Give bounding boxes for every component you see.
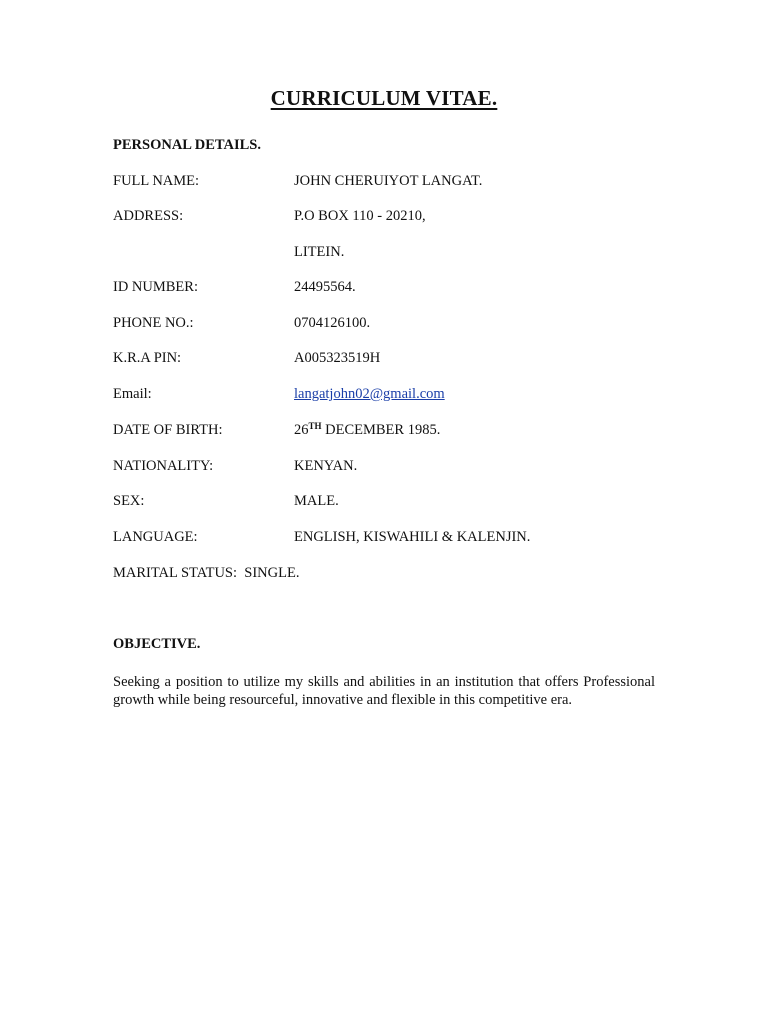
dob-value bbox=[294, 422, 440, 439]
address-label: ADDRESS: bbox=[113, 208, 184, 224]
document-title: CURRICULUM VITAE. bbox=[270, 86, 498, 110]
address-row-2 bbox=[113, 244, 673, 264]
dob-day: 26 bbox=[294, 422, 309, 438]
address-row bbox=[113, 208, 673, 228]
dob-rest: DECEMBER 1985. bbox=[321, 422, 441, 438]
sex-row bbox=[113, 493, 673, 513]
marital-status-row bbox=[113, 565, 299, 582]
dob-suffix: TH bbox=[308, 421, 322, 431]
objective-heading: OBJECTIVE. bbox=[113, 636, 201, 652]
id-number-row bbox=[113, 279, 673, 299]
objective-text: Seeking a position to utilize my skills and abilities in an institution that offers Professional growth while being resourceful, innovative and flexible in this competitive era. bbox=[113, 674, 655, 708]
nationality-row bbox=[113, 458, 673, 478]
nationality-label: NATIONALITY: bbox=[113, 458, 214, 474]
marital-status-label: MARITAL STATUS: bbox=[113, 565, 238, 581]
sex-value: MALE. bbox=[294, 493, 339, 509]
address-value-line2: LITEIN. bbox=[294, 244, 345, 260]
marital-status-value: SINGLE. bbox=[244, 565, 300, 581]
kra-pin-label: K.R.A PIN: bbox=[113, 350, 182, 366]
address-value-line1: P.O BOX 110 - 20210, bbox=[294, 208, 426, 224]
kra-pin-row bbox=[113, 350, 673, 370]
full-name-value: JOHN CHERUIYOT LANGAT. bbox=[294, 173, 483, 189]
email-row bbox=[113, 386, 673, 406]
phone-row bbox=[113, 315, 673, 335]
sex-label: SEX: bbox=[113, 493, 145, 509]
full-name-row bbox=[113, 173, 673, 193]
kra-pin-value: A005323519H bbox=[294, 350, 381, 366]
dob-row bbox=[113, 422, 673, 442]
language-value: ENGLISH, KISWAHILI & KALENJIN. bbox=[294, 529, 531, 545]
dob-label: DATE OF BIRTH: bbox=[113, 422, 223, 438]
nationality-value: KENYAN. bbox=[294, 458, 358, 474]
id-number-value: 24495564. bbox=[294, 279, 356, 295]
phone-label: PHONE NO.: bbox=[113, 315, 194, 331]
personal-details-heading: PERSONAL DETAILS. bbox=[113, 137, 261, 153]
language-row bbox=[113, 529, 673, 549]
id-number-label: ID NUMBER: bbox=[113, 279, 198, 295]
email-label: Email: bbox=[113, 386, 152, 402]
full-name-label: FULL NAME: bbox=[113, 173, 200, 189]
phone-value: 0704126100. bbox=[294, 315, 371, 331]
language-label: LANGUAGE: bbox=[113, 529, 198, 545]
email-link[interactable]: langatjohn02@gmail.com bbox=[294, 386, 445, 402]
